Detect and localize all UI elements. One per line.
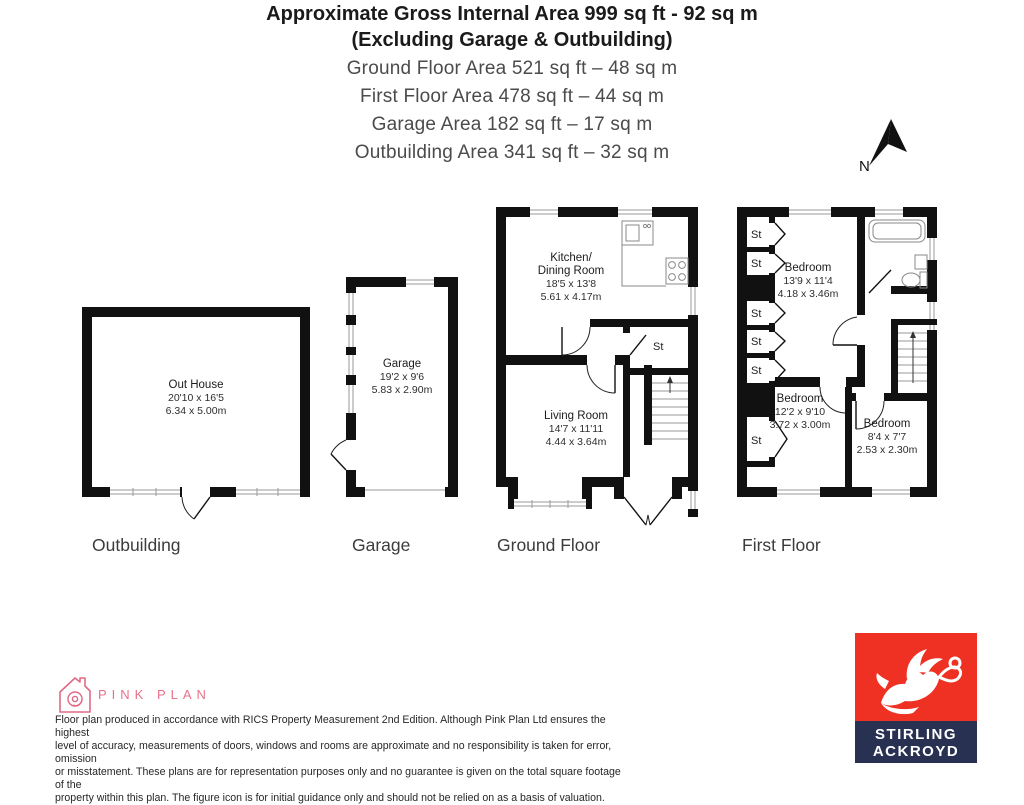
st-label: St bbox=[751, 435, 762, 447]
room-name: Kitchen/ bbox=[550, 252, 592, 264]
room-dim-ft: 13'9 x 11'4 bbox=[783, 275, 833, 287]
room-dim-m: 4.44 x 3.64m bbox=[545, 436, 607, 448]
st-label: St bbox=[751, 308, 762, 320]
caption-outbuilding: Outbuilding bbox=[92, 535, 181, 555]
area-line-first: First Floor Area 478 sq ft – 44 sq m bbox=[360, 86, 664, 107]
area-line-outbuilding: Outbuilding Area 341 sq ft – 32 sq m bbox=[354, 142, 670, 163]
ground-floor-plan bbox=[496, 207, 698, 539]
north-arrow-icon bbox=[853, 116, 917, 174]
agent-name-line2: ACKROYD bbox=[872, 743, 960, 760]
outbuilding-plan bbox=[82, 307, 310, 522]
room-dim-m: 5.61 x 4.17m bbox=[540, 291, 602, 303]
first-floor-plan bbox=[727, 207, 937, 497]
pinkplan-wordmark: PINK PLAN bbox=[98, 687, 211, 702]
room-dim-m: 3.72 x 3.00m bbox=[769, 419, 831, 431]
caption-garage: Garage bbox=[352, 535, 411, 555]
room-name: Bedroom bbox=[863, 418, 911, 430]
page-title: Approximate Gross Internal Area 999 sq ft - 92 sq m bbox=[266, 3, 758, 25]
room-name: Out House bbox=[168, 379, 224, 391]
room-name: Bedroom bbox=[784, 262, 832, 274]
room-dim-ft: 8'4 x 7'7 bbox=[867, 431, 907, 443]
disclaimer-line: or misstatement. These plans are for representation purposes only and no guarantee is given on the total square footage of the bbox=[55, 766, 621, 791]
room-dim-ft: 20'10 x 16'5 bbox=[168, 392, 224, 404]
room-dim-ft: 14'7 x 11'11 bbox=[548, 423, 604, 435]
room-name: Bedroom bbox=[776, 393, 824, 405]
st-label: St bbox=[751, 365, 762, 377]
disclaimer bbox=[55, 714, 630, 805]
garage-plan bbox=[330, 277, 460, 501]
disclaimer-line: level of accuracy, measurements of doors, windows and rooms are approximate and no responsibility is taken for error, omission bbox=[55, 740, 612, 765]
room-name: Dining Room bbox=[537, 265, 605, 277]
room-dim-ft: 18'5 x 13'8 bbox=[545, 278, 597, 290]
room-name: Garage bbox=[382, 358, 422, 370]
room-dim-ft: 19'2 x 9'6 bbox=[379, 371, 425, 383]
disclaimer-line: property within this plan. The figure icon is for initial guidance only and should not be relied on as a basis of valuation. bbox=[55, 792, 605, 804]
st-label: St bbox=[751, 258, 762, 270]
st-label: St bbox=[751, 336, 762, 348]
north-label: N bbox=[859, 158, 870, 174]
room-dim-m: 5.83 x 2.90m bbox=[371, 384, 433, 396]
pinkplan-house-icon bbox=[55, 672, 95, 717]
room-name: Living Room bbox=[544, 410, 608, 422]
st-label: St bbox=[653, 341, 664, 353]
disclaimer-line: Floor plan produced in accordance with RICS Property Measurement 2nd Edition. Although Pink Plan Ltd ensures the highest bbox=[55, 714, 606, 739]
room-dim-ft: 12'2 x 9'10 bbox=[774, 406, 826, 418]
room-dim-m: 2.53 x 2.30m bbox=[856, 444, 918, 456]
area-line-ground: Ground Floor Area 521 sq ft – 48 sq m bbox=[346, 58, 678, 79]
caption-first-floor: First Floor bbox=[742, 535, 821, 555]
st-label: St bbox=[751, 229, 762, 241]
room-dim-m: 4.18 x 3.46m bbox=[777, 288, 839, 300]
room-dim-m: 6.34 x 5.00m bbox=[165, 405, 227, 417]
agent-logo bbox=[855, 633, 977, 763]
page-subtitle: (Excluding Garage & Outbuilding) bbox=[351, 29, 673, 51]
agent-name-line1: STIRLING bbox=[875, 726, 957, 743]
caption-ground-floor: Ground Floor bbox=[497, 535, 601, 555]
area-line-garage: Garage Area 182 sq ft – 17 sq m bbox=[371, 114, 653, 135]
